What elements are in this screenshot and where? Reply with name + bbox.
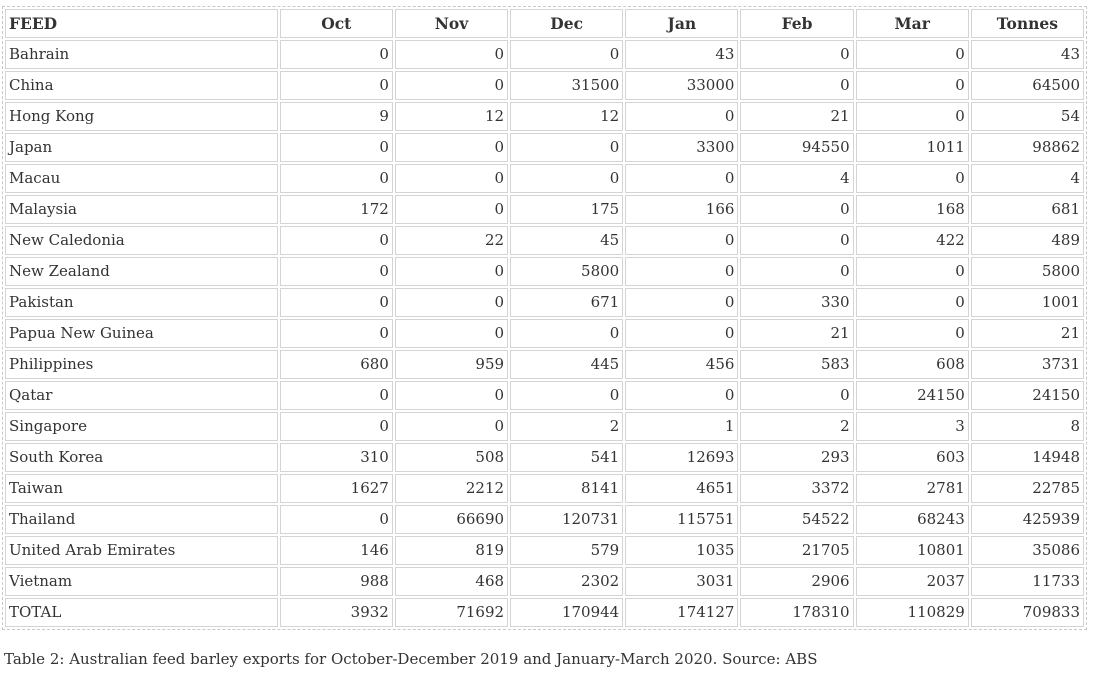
value-cell: 175	[510, 195, 623, 224]
value-cell: 608	[856, 350, 969, 379]
country-cell: Macau	[5, 164, 278, 193]
value-cell: 0	[625, 226, 738, 255]
value-cell: 0	[280, 71, 393, 100]
country-cell: Taiwan	[5, 474, 278, 503]
value-cell: 1035	[625, 536, 738, 565]
country-cell: New Zealand	[5, 257, 278, 286]
value-cell: 0	[395, 133, 508, 162]
value-cell: 0	[740, 226, 853, 255]
country-cell: Hong Kong	[5, 102, 278, 131]
value-cell: 0	[625, 102, 738, 131]
value-cell: 1011	[856, 133, 969, 162]
country-cell: Vietnam	[5, 567, 278, 596]
value-cell: 0	[280, 381, 393, 410]
value-cell: 0	[510, 40, 623, 69]
value-cell: 12	[510, 102, 623, 131]
table-row	[5, 381, 1084, 410]
country-cell: United Arab Emirates	[5, 536, 278, 565]
value-cell: 120731	[510, 505, 623, 534]
value-cell: 0	[395, 412, 508, 441]
table-row	[5, 195, 1084, 224]
column-header-feed: FEED	[5, 9, 278, 38]
table-row	[5, 474, 1084, 503]
value-cell: 3731	[971, 350, 1084, 379]
value-cell: 0	[625, 319, 738, 348]
table-row	[5, 226, 1084, 255]
value-cell: 0	[740, 71, 853, 100]
value-cell: 1	[625, 412, 738, 441]
value-cell: 0	[280, 40, 393, 69]
column-header-mar: Mar	[856, 9, 969, 38]
country-cell: Singapore	[5, 412, 278, 441]
value-cell: 0	[280, 226, 393, 255]
column-header-tonnes: Tonnes	[971, 9, 1084, 38]
value-cell: 66690	[395, 505, 508, 534]
value-cell: 0	[510, 381, 623, 410]
value-cell: 21	[740, 102, 853, 131]
value-cell: 5800	[971, 257, 1084, 286]
table-row	[5, 536, 1084, 565]
value-cell: 0	[740, 381, 853, 410]
table-caption: Table 2: Australian feed barley exports for October-December 2019 and January-March 2020. Source: ABS	[4, 650, 818, 668]
value-cell: 24150	[971, 381, 1084, 410]
value-cell: 0	[625, 164, 738, 193]
value-cell: 709833	[971, 598, 1084, 627]
value-cell: 0	[856, 288, 969, 317]
value-cell: 0	[856, 257, 969, 286]
value-cell: 0	[280, 412, 393, 441]
value-cell: 0	[856, 71, 969, 100]
value-cell: 54	[971, 102, 1084, 131]
value-cell: 988	[280, 567, 393, 596]
value-cell: 681	[971, 195, 1084, 224]
column-header-oct: Oct	[280, 9, 393, 38]
value-cell: 54522	[740, 505, 853, 534]
table-body	[5, 40, 1084, 627]
value-cell: 0	[625, 288, 738, 317]
value-cell: 2302	[510, 567, 623, 596]
value-cell: 3	[856, 412, 969, 441]
value-cell: 3031	[625, 567, 738, 596]
country-cell: New Caledonia	[5, 226, 278, 255]
table-row	[5, 40, 1084, 69]
value-cell: 583	[740, 350, 853, 379]
value-cell: 819	[395, 536, 508, 565]
value-cell: 1001	[971, 288, 1084, 317]
value-cell: 146	[280, 536, 393, 565]
value-cell: 0	[856, 40, 969, 69]
value-cell: 168	[856, 195, 969, 224]
country-cell: Bahrain	[5, 40, 278, 69]
value-cell: 0	[625, 257, 738, 286]
value-cell: 43	[625, 40, 738, 69]
value-cell: 4	[971, 164, 1084, 193]
value-cell: 0	[280, 164, 393, 193]
value-cell: 445	[510, 350, 623, 379]
value-cell: 24150	[856, 381, 969, 410]
value-cell: 22	[395, 226, 508, 255]
table-row	[5, 443, 1084, 472]
value-cell: 0	[395, 164, 508, 193]
value-cell: 603	[856, 443, 969, 472]
value-cell: 1627	[280, 474, 393, 503]
value-cell: 0	[280, 505, 393, 534]
value-cell: 31500	[510, 71, 623, 100]
column-header-feb: Feb	[740, 9, 853, 38]
table-row	[5, 598, 1084, 627]
value-cell: 8	[971, 412, 1084, 441]
value-cell: 671	[510, 288, 623, 317]
value-cell: 14948	[971, 443, 1084, 472]
value-cell: 2212	[395, 474, 508, 503]
value-cell: 2906	[740, 567, 853, 596]
value-cell: 0	[395, 257, 508, 286]
column-header-dec: Dec	[510, 9, 623, 38]
country-cell: South Korea	[5, 443, 278, 472]
table-row	[5, 257, 1084, 286]
value-cell: 579	[510, 536, 623, 565]
country-cell: Japan	[5, 133, 278, 162]
value-cell: 0	[510, 164, 623, 193]
country-cell: Pakistan	[5, 288, 278, 317]
value-cell: 310	[280, 443, 393, 472]
value-cell: 68243	[856, 505, 969, 534]
table-row	[5, 505, 1084, 534]
country-cell: Qatar	[5, 381, 278, 410]
table-row	[5, 133, 1084, 162]
value-cell: 110829	[856, 598, 969, 627]
table-row	[5, 350, 1084, 379]
value-cell: 10801	[856, 536, 969, 565]
value-cell: 0	[395, 40, 508, 69]
value-cell: 2	[510, 412, 623, 441]
value-cell: 541	[510, 443, 623, 472]
value-cell: 0	[510, 133, 623, 162]
value-cell: 115751	[625, 505, 738, 534]
value-cell: 3300	[625, 133, 738, 162]
value-cell: 5800	[510, 257, 623, 286]
value-cell: 0	[510, 319, 623, 348]
value-cell: 21	[740, 319, 853, 348]
value-cell: 468	[395, 567, 508, 596]
table-row	[5, 567, 1084, 596]
value-cell: 0	[856, 319, 969, 348]
value-cell: 293	[740, 443, 853, 472]
value-cell: 0	[280, 133, 393, 162]
value-cell: 680	[280, 350, 393, 379]
table-row	[5, 164, 1084, 193]
value-cell: 64500	[971, 71, 1084, 100]
value-cell: 166	[625, 195, 738, 224]
value-cell: 2037	[856, 567, 969, 596]
table-row	[5, 71, 1084, 100]
value-cell: 3372	[740, 474, 853, 503]
value-cell: 71692	[395, 598, 508, 627]
value-cell: 3932	[280, 598, 393, 627]
table-row	[5, 288, 1084, 317]
value-cell: 0	[395, 381, 508, 410]
value-cell: 0	[625, 381, 738, 410]
value-cell: 21705	[740, 536, 853, 565]
value-cell: 0	[740, 40, 853, 69]
value-cell: 0	[395, 288, 508, 317]
value-cell: 43	[971, 40, 1084, 69]
value-cell: 2	[740, 412, 853, 441]
country-cell: TOTAL	[5, 598, 278, 627]
value-cell: 8141	[510, 474, 623, 503]
value-cell: 172	[280, 195, 393, 224]
value-cell: 35086	[971, 536, 1084, 565]
table-row	[5, 412, 1084, 441]
column-header-jan: Jan	[625, 9, 738, 38]
value-cell: 33000	[625, 71, 738, 100]
value-cell: 0	[395, 319, 508, 348]
table-row	[5, 319, 1084, 348]
value-cell: 456	[625, 350, 738, 379]
country-cell: Thailand	[5, 505, 278, 534]
value-cell: 0	[395, 195, 508, 224]
value-cell: 12693	[625, 443, 738, 472]
value-cell: 178310	[740, 598, 853, 627]
value-cell: 959	[395, 350, 508, 379]
country-cell: Papua New Guinea	[5, 319, 278, 348]
value-cell: 174127	[625, 598, 738, 627]
value-cell: 330	[740, 288, 853, 317]
table-header-row	[5, 9, 1084, 38]
value-cell: 0	[280, 288, 393, 317]
country-cell: Malaysia	[5, 195, 278, 224]
value-cell: 422	[856, 226, 969, 255]
value-cell: 170944	[510, 598, 623, 627]
value-cell: 9	[280, 102, 393, 131]
value-cell: 12	[395, 102, 508, 131]
value-cell: 2781	[856, 474, 969, 503]
table-row	[5, 102, 1084, 131]
value-cell: 94550	[740, 133, 853, 162]
value-cell: 98862	[971, 133, 1084, 162]
value-cell: 21	[971, 319, 1084, 348]
column-header-nov: Nov	[395, 9, 508, 38]
value-cell: 0	[395, 71, 508, 100]
country-cell: China	[5, 71, 278, 100]
value-cell: 4651	[625, 474, 738, 503]
feed-barley-exports-table	[2, 6, 1087, 630]
value-cell: 0	[280, 319, 393, 348]
feed-barley-table-container	[2, 6, 1087, 630]
value-cell: 11733	[971, 567, 1084, 596]
value-cell: 0	[740, 257, 853, 286]
value-cell: 22785	[971, 474, 1084, 503]
value-cell: 0	[280, 257, 393, 286]
value-cell: 425939	[971, 505, 1084, 534]
country-cell: Philippines	[5, 350, 278, 379]
value-cell: 0	[856, 164, 969, 193]
value-cell: 0	[740, 195, 853, 224]
value-cell: 489	[971, 226, 1084, 255]
value-cell: 4	[740, 164, 853, 193]
value-cell: 508	[395, 443, 508, 472]
value-cell: 0	[856, 102, 969, 131]
value-cell: 45	[510, 226, 623, 255]
